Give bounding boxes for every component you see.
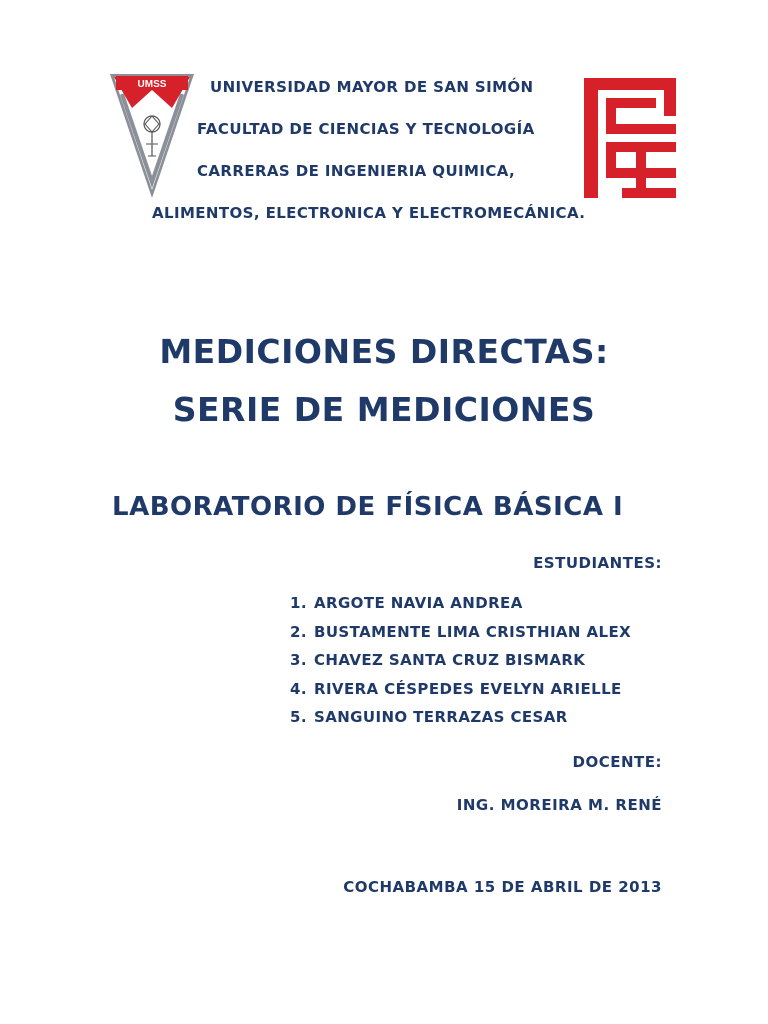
student-name: ARGOTE NAVIA ANDREA [314,594,523,612]
student-name: RIVERA CÉSPEDES EVELYN ARIELLE [314,679,622,698]
student-name: BUSTAMENTE LIMA CRISTHIAN ALEX [314,622,632,641]
list-item [290,623,631,652]
careers-line-2: ALIMENTOS, ELECTRONICA Y ELECTROMECÁNICA. [152,204,586,222]
list-item [290,651,631,680]
teacher-name: ING. MOREIRA M. RENÉ [456,796,662,814]
fcyt-logo [582,76,678,200]
place-date: COCHABAMBA 15 DE ABRIL DE 2013 [343,878,662,896]
list-item [290,594,631,623]
student-name: SANGUINO TERRAZAS CESAR [314,708,568,726]
list-item-number: 3. [290,651,307,669]
list-item-number: 4. [290,679,307,698]
lab-subtitle: LABORATORIO DE FÍSICA BÁSICA I [112,492,624,522]
student-name: CHAVEZ SANTA CRUZ BISMARK [314,651,586,669]
university-name: UNIVERSIDAD MAYOR DE SAN SIMÓN [210,78,534,96]
list-item [290,708,631,737]
students-label: ESTUDIANTES: [533,554,662,572]
umss-logo [108,72,196,200]
students-list [290,594,631,737]
faculty-name: FACULTAD DE CIENCIAS Y TECNOLOGÍA [197,120,535,138]
umss-logo-text: UMSS [137,79,167,90]
list-item-number: 2. [290,622,307,641]
main-title-line-1: MEDICIONES DIRECTAS: [159,332,609,371]
teacher-label: DOCENTE: [572,753,662,771]
careers-line-1: CARRERAS DE INGENIERIA QUIMICA, [197,162,516,180]
main-title-line-2: SERIE DE MEDICIONES [172,390,596,429]
list-item-number: 5. [290,708,307,726]
list-item-number: 1. [290,594,307,612]
list-item [290,680,631,709]
